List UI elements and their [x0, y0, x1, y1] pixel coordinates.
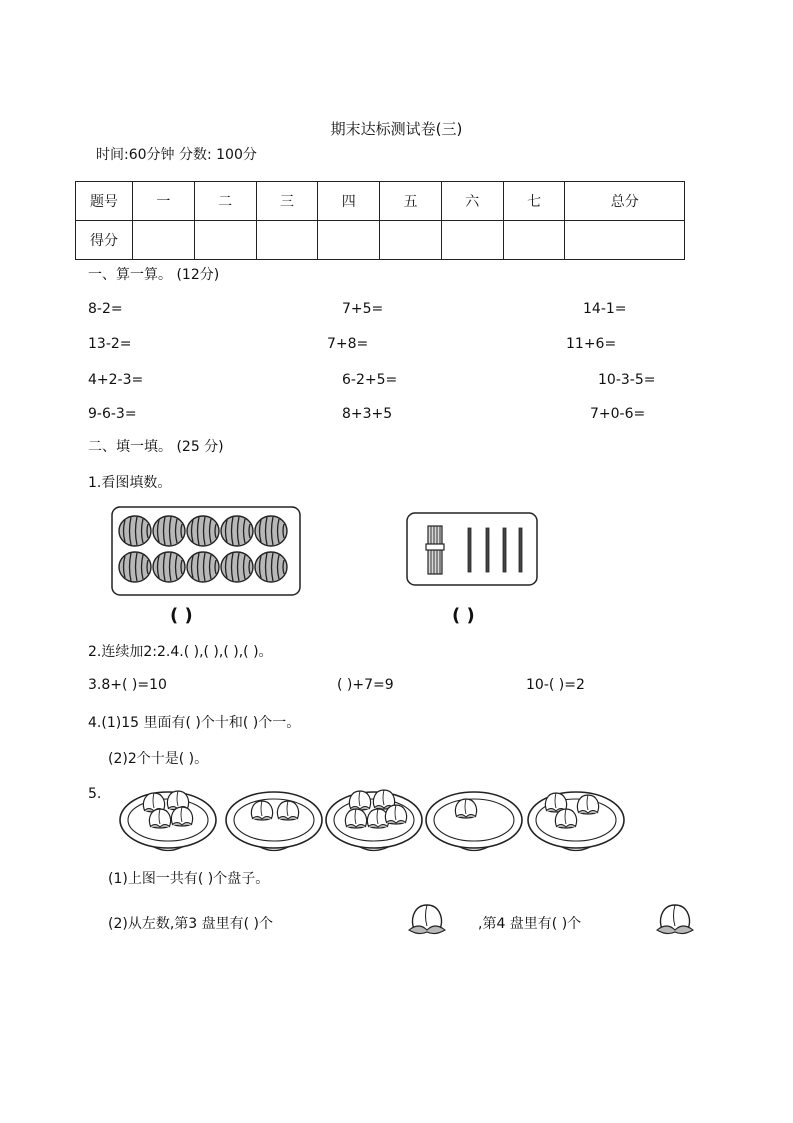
question-5-2a: (2)从左数,第3 盘里有( )个 — [108, 916, 274, 932]
watermelon-icon — [153, 552, 185, 582]
score-header-cell: 四 — [318, 182, 380, 221]
arith-problem: 11+6= — [566, 336, 617, 352]
single-stick-icon — [468, 528, 471, 572]
score-input-cell[interactable] — [380, 221, 442, 260]
peach-icon — [251, 801, 272, 820]
peach-icon — [404, 900, 450, 940]
peach-icon — [652, 900, 698, 940]
question-4-1: 4.(1)15 里面有( )个十和( )个一。 — [88, 715, 301, 731]
question-4-2: (2)2个十是( )。 — [108, 751, 209, 767]
score-header-cell: 一 — [133, 182, 195, 221]
single-stick-icon — [486, 528, 489, 572]
question-5-2b: ,第4 盘里有( )个 — [478, 916, 582, 932]
arith-problem: 8-2= — [88, 301, 123, 317]
plate-icon — [528, 792, 624, 851]
answer-blank[interactable]: ( ) — [170, 605, 193, 626]
arith-problem: 13-2= — [88, 336, 132, 352]
peach-icon — [455, 799, 476, 818]
watermelon-icon — [255, 516, 287, 546]
arith-problem: 6-2+5= — [342, 372, 398, 388]
score-table-score-row — [76, 221, 685, 260]
peach-icon — [349, 791, 370, 810]
arith-problem: 7+0-6= — [590, 406, 646, 422]
score-header-cell: 七 — [503, 182, 565, 221]
answer-blank[interactable]: ( ) — [452, 605, 475, 626]
watermelon-icon — [187, 516, 219, 546]
score-row-label: 得分 — [76, 221, 133, 260]
score-input-cell[interactable] — [256, 221, 318, 260]
question-1: 1.看图填数。 — [88, 475, 172, 491]
peach-icon — [577, 795, 598, 814]
question-3a: 3.8+( )=10 — [88, 677, 167, 693]
plate-icon — [426, 792, 522, 851]
score-input-cell[interactable] — [194, 221, 256, 260]
arith-problem: 10-3-5= — [598, 372, 656, 388]
watermelon-icon — [119, 552, 151, 582]
peach-icon — [149, 809, 170, 828]
score-table-header-row — [76, 182, 685, 221]
question-3b: ( )+7=9 — [337, 677, 394, 693]
arith-problem: 7+5= — [342, 301, 384, 317]
question-2: 2.连续加2:2.4.( ),( ),( ),( )。 — [88, 644, 273, 660]
score-header-cell: 三 — [256, 182, 318, 221]
plates-picture — [116, 782, 630, 854]
question-3c: 10-( )=2 — [526, 677, 585, 693]
score-input-cell[interactable] — [133, 221, 195, 260]
score-header-cell: 二 — [194, 182, 256, 221]
score-header-cell: 五 — [380, 182, 442, 221]
single-stick-icon — [503, 528, 506, 572]
watermelon-icon — [255, 552, 287, 582]
score-header-cell: 总分 — [565, 182, 685, 221]
question-5-label: 5. — [88, 786, 102, 802]
watermelon-icon — [221, 516, 253, 546]
score-input-cell[interactable] — [503, 221, 565, 260]
section2-heading: 二、填一填。 (25 分) — [88, 439, 224, 455]
score-input-cell[interactable] — [441, 221, 503, 260]
score-header-cell: 六 — [441, 182, 503, 221]
peach-icon — [555, 809, 576, 828]
arith-problem: 7+8= — [327, 336, 369, 352]
sticks-picture — [406, 512, 538, 586]
single-stick-icon — [519, 528, 522, 572]
plate-icon — [326, 790, 422, 851]
peach-icon — [385, 805, 406, 824]
arith-problem: 14-1= — [583, 301, 627, 317]
plate-icon — [226, 792, 322, 851]
peach-icon — [277, 801, 298, 820]
arith-problem: 8+3+5 — [342, 406, 393, 422]
score-table — [75, 181, 685, 260]
peach-icon — [345, 809, 366, 828]
watermelon-icon — [221, 552, 253, 582]
score-input-cell[interactable] — [318, 221, 380, 260]
exam-meta: 时间:60分钟 分数: 100分 — [96, 147, 257, 163]
arith-problem: 9-6-3= — [88, 406, 137, 422]
score-input-cell[interactable] — [565, 221, 685, 260]
peach-icon — [171, 807, 192, 826]
watermelon-icon — [153, 516, 185, 546]
score-header-cell: 题号 — [76, 182, 133, 221]
stick-bundle-icon — [426, 526, 444, 574]
watermelon-picture — [111, 506, 301, 596]
arith-problem: 4+2-3= — [88, 372, 144, 388]
watermelon-icon — [119, 516, 151, 546]
page-title: 期末达标测试卷(三) — [330, 120, 463, 138]
watermelon-icon — [187, 552, 219, 582]
question-5-1: (1)上图一共有( )个盘子。 — [108, 871, 270, 887]
section1-heading: 一、算一算。 (12分) — [88, 267, 220, 283]
plate-icon — [120, 791, 216, 851]
